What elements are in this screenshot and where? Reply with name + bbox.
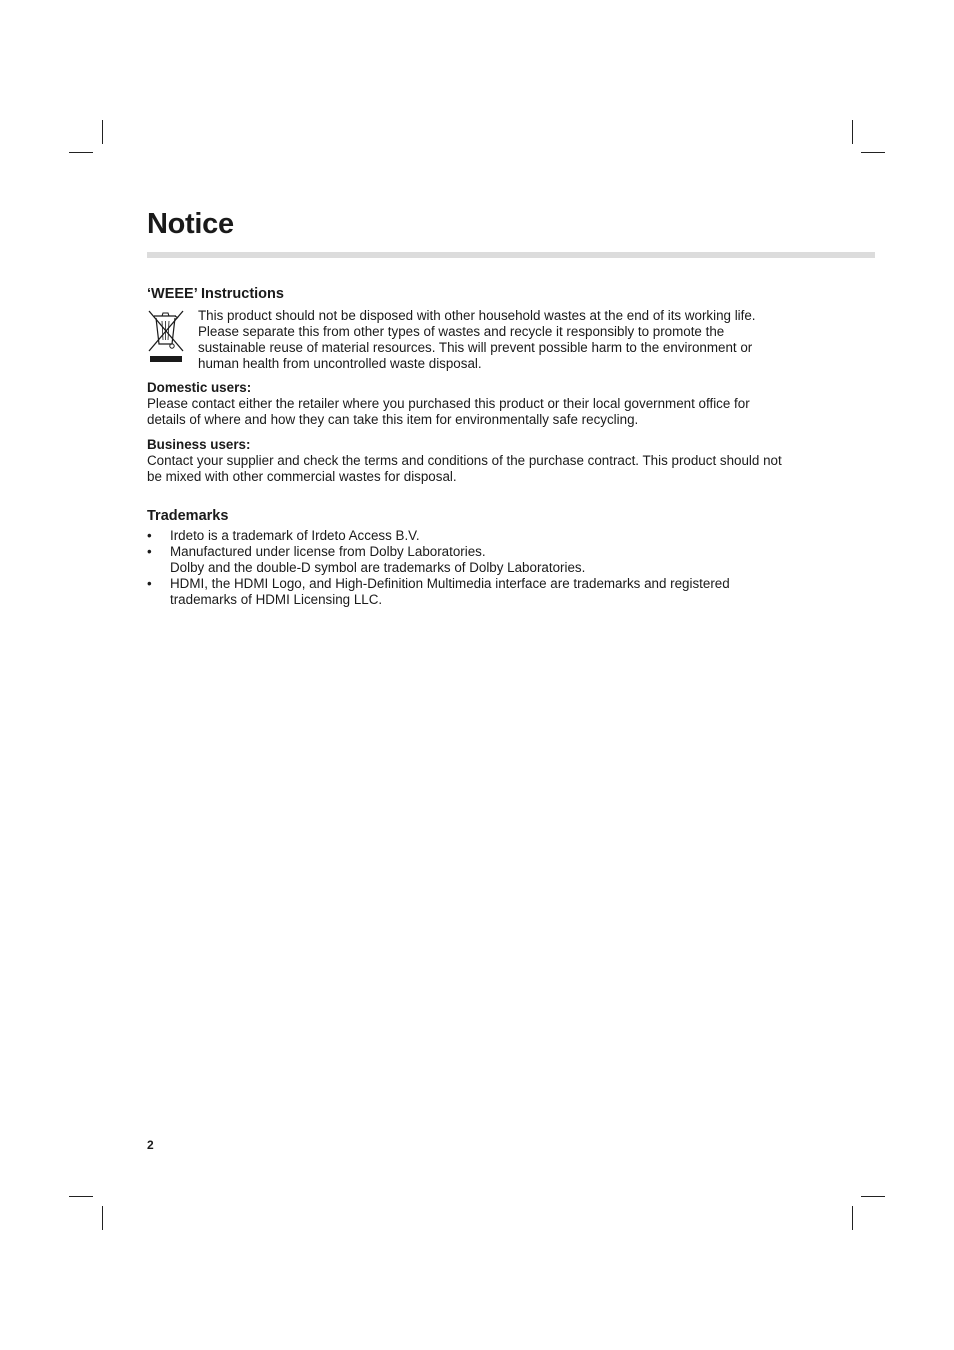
trademark-text: HDMI, the HDMI Logo, and High-Definition Multimedia interface are trademarks and registered trademarks of HDMI Licensing LLC.	[170, 576, 730, 607]
crop-mark-bottom-right-vertical	[852, 1206, 853, 1230]
list-item	[147, 544, 787, 576]
page-number: 2	[147, 1138, 154, 1152]
crop-mark-top-left-horizontal	[69, 152, 93, 153]
crop-mark-bottom-left-horizontal	[69, 1196, 93, 1197]
trademark-text: Irdeto is a trademark of Irdeto Access B.V.	[170, 528, 420, 543]
weee-heading: ‘WEEE’ Instructions	[147, 286, 284, 302]
business-users-section	[147, 437, 787, 485]
domestic-users-section	[147, 380, 787, 428]
crossed-out-wheelie-bin-icon	[147, 309, 185, 363]
trademark-subtext: Dolby and the double-D symbol are trademarks of Dolby Laboratories.	[170, 560, 586, 575]
weee-row	[147, 308, 787, 372]
business-users-heading: Business users:	[147, 437, 251, 452]
trademark-text: Manufactured under license from Dolby Laboratories.	[170, 544, 486, 559]
bullet: •	[147, 528, 152, 543]
domestic-users-text: Please contact either the retailer where you purchased this product or their local government office for details of where and how they can take this item for environmentally safe recycling.	[147, 396, 750, 427]
bullet: •	[147, 576, 152, 591]
bullet: •	[147, 544, 152, 559]
crop-mark-top-left-vertical	[102, 120, 103, 144]
trademarks-heading: Trademarks	[147, 508, 229, 524]
domestic-users-heading: Domestic users:	[147, 380, 252, 395]
notice-content	[147, 285, 787, 608]
crop-mark-bottom-right-horizontal	[861, 1196, 885, 1197]
trademarks-section	[147, 507, 787, 608]
crop-mark-top-right-vertical	[852, 120, 853, 144]
title-divider	[147, 252, 875, 258]
weee-description: This product should not be disposed with other household wastes at the end of its working life. Please separate this from other types of wastes and recycle it responsibly to promote the sustainable reuse of material resources. This will prevent possible harm to the environment or human health from uncontrolled waste disposal.	[198, 308, 756, 371]
list-item	[147, 528, 787, 544]
weee-section	[147, 285, 787, 372]
list-item	[147, 576, 787, 608]
crop-mark-top-right-horizontal	[861, 152, 885, 153]
crop-mark-bottom-left-vertical	[102, 1206, 103, 1230]
trademarks-list	[147, 528, 787, 608]
page-title: Notice	[147, 208, 234, 240]
business-users-text: Contact your supplier and check the terms and conditions of the purchase contract. This product should not be mixed with other commercial wastes for disposal.	[147, 453, 782, 484]
